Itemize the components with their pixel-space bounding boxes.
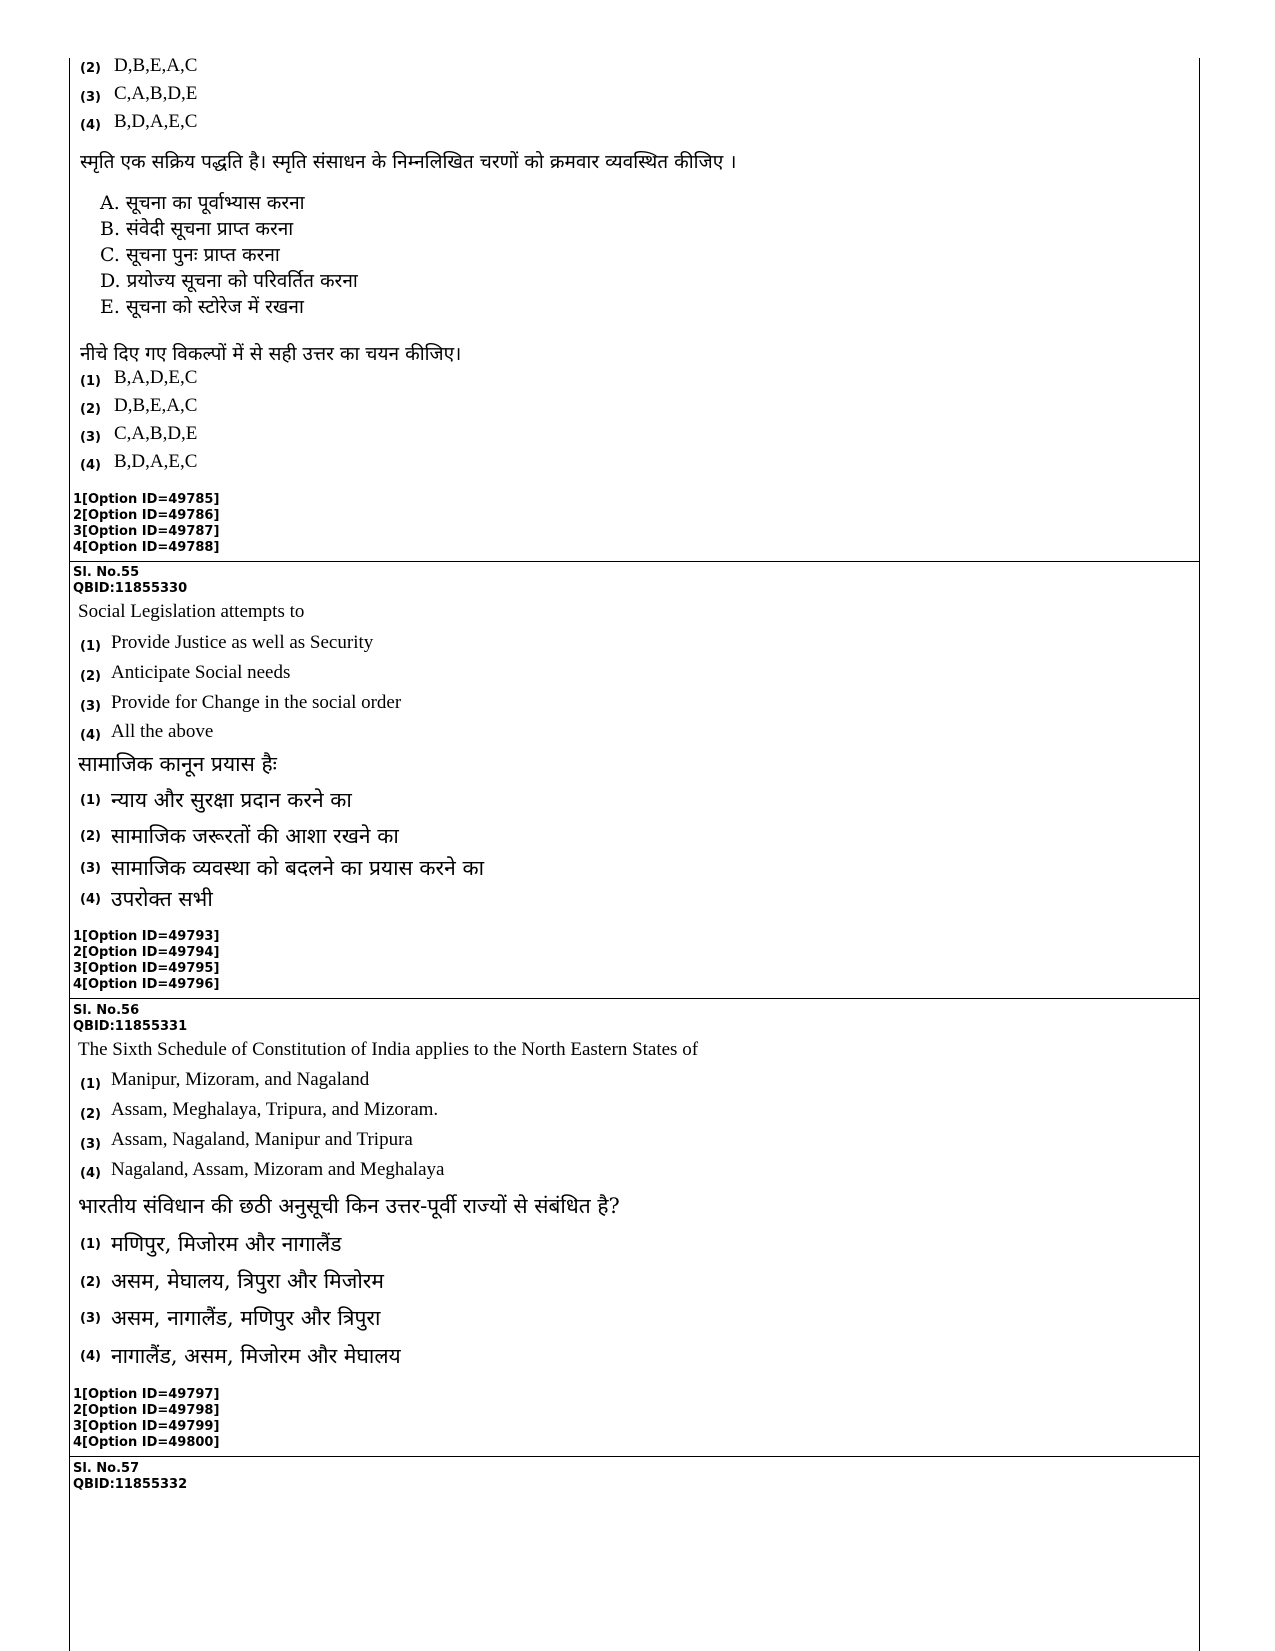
option-number: (2)	[80, 402, 101, 417]
option-number: (1)	[80, 374, 101, 389]
option-id: 2[Option ID=49786]	[73, 508, 220, 523]
option-text: Manipur, Mizoram, and Nagaland	[111, 1069, 370, 1090]
option-text: न्याय और सुरक्षा प्रदान करने का	[111, 788, 352, 812]
option-number: (4)	[80, 728, 101, 743]
option-number: (4)	[80, 118, 101, 133]
option-id: 4[Option ID=49796]	[73, 977, 220, 992]
option-number: (1)	[80, 793, 101, 808]
qbid: QBID:11855331	[73, 1019, 188, 1034]
statement-item: B. संवेदी सूचना प्राप्त करना	[100, 218, 294, 240]
statement-item: C. सूचना पुनः प्राप्त करना	[100, 244, 280, 266]
question-divider	[69, 1456, 1200, 1457]
option-text: D,B,E,A,C	[114, 55, 198, 76]
question-header	[73, 565, 187, 597]
option-id-list	[73, 1387, 219, 1451]
serial-number: Sl. No.57	[73, 1461, 140, 1476]
option-text: D,B,E,A,C	[114, 395, 198, 416]
option-id-list	[73, 929, 219, 993]
option-number: (3)	[80, 430, 101, 445]
option-id: 2[Option ID=49798]	[73, 1403, 220, 1418]
question-divider	[69, 561, 1200, 562]
hindi-instruction: नीचे दिए गए विकल्पों में से सही उत्तर का चयन कीजिए।	[80, 343, 462, 365]
option-id: 1[Option ID=49785]	[73, 492, 220, 507]
option-number: (2)	[80, 669, 101, 684]
hindi-question-text: भारतीय संविधान की छठी अनुसूची किन उत्तर-पूर्वी राज्यों से संबंधित है?	[78, 1194, 620, 1218]
option-text: Assam, Meghalaya, Tripura, and Mizoram.	[111, 1099, 439, 1120]
option-number: (1)	[80, 639, 101, 654]
option-text: Nagaland, Assam, Mizoram and Meghalaya	[111, 1159, 445, 1180]
option-text: C,A,B,D,E	[114, 83, 198, 104]
hindi-statement-list	[100, 190, 358, 320]
option-text: उपरोक्त सभी	[111, 887, 213, 911]
question-divider	[69, 998, 1200, 999]
question-header	[73, 1003, 187, 1035]
option-number: (2)	[80, 1275, 101, 1290]
hindi-question-text: स्मृति एक सक्रिय पद्धति है। स्मृति संसाधन के निम्नलिखित चरणों को क्रमवार व्यवस्थित कीजिए ।	[80, 151, 737, 173]
option-text: Anticipate Social needs	[111, 662, 291, 683]
option-id: 4[Option ID=49800]	[73, 1435, 220, 1450]
option-text: नागालैंड, असम, मिजोरम और मेघालय	[111, 1344, 401, 1368]
option-text: सामाजिक व्यवस्था को बदलने का प्रयास करने का	[111, 856, 485, 880]
option-number: (2)	[80, 61, 101, 76]
statement-item: D. प्रयोज्य सूचना को परिवर्तित करना	[100, 270, 358, 292]
qbid: QBID:11855332	[73, 1477, 188, 1492]
option-number: (1)	[80, 1237, 101, 1252]
option-text: असम, नागालैंड, मणिपुर और त्रिपुरा	[111, 1306, 381, 1330]
option-number: (2)	[80, 1107, 101, 1122]
option-number: (3)	[80, 90, 101, 105]
option-text: Provide Justice as well as Security	[111, 632, 374, 653]
option-number: (3)	[80, 1137, 101, 1152]
option-number: (4)	[80, 1349, 101, 1364]
option-text: B,D,A,E,C	[114, 111, 198, 132]
statement-item: A. सूचना का पूर्वाभ्यास करना	[100, 192, 305, 214]
option-number: (3)	[80, 699, 101, 714]
option-text: Provide for Change in the social order	[111, 692, 402, 713]
serial-number: Sl. No.56	[73, 1003, 140, 1018]
statement-item: E. सूचना को स्टोरेज में रखना	[100, 296, 304, 318]
option-text: C,A,B,D,E	[114, 423, 198, 444]
option-id: 3[Option ID=49795]	[73, 961, 220, 976]
option-id: 2[Option ID=49794]	[73, 945, 220, 960]
option-text: असम, मेघालय, त्रिपुरा और मिजोरम	[111, 1269, 384, 1293]
option-number: (4)	[80, 892, 101, 907]
option-text: All the above	[111, 721, 214, 742]
question-text: The Sixth Schedule of Constitution of India applies to the North Eastern States of	[78, 1039, 699, 1060]
option-text: Assam, Nagaland, Manipur and Tripura	[111, 1129, 413, 1150]
option-id: 3[Option ID=49799]	[73, 1419, 220, 1434]
option-id: 1[Option ID=49793]	[73, 929, 220, 944]
option-id-list	[73, 492, 219, 556]
option-number: (4)	[80, 458, 101, 473]
option-text: सामाजिक जरूरतों की आशा रखने का	[111, 824, 399, 848]
option-id: 3[Option ID=49787]	[73, 524, 220, 539]
serial-number: Sl. No.55	[73, 565, 140, 580]
option-number: (4)	[80, 1166, 101, 1181]
option-id: 1[Option ID=49797]	[73, 1387, 220, 1402]
option-text: मणिपुर, मिजोरम और नागालैंड	[111, 1232, 342, 1256]
option-number: (2)	[80, 829, 101, 844]
option-text: B,A,D,E,C	[114, 367, 198, 388]
qbid: QBID:11855330	[73, 581, 188, 596]
option-number: (1)	[80, 1077, 101, 1092]
option-id: 4[Option ID=49788]	[73, 540, 220, 555]
option-text: B,D,A,E,C	[114, 451, 198, 472]
option-number: (3)	[80, 861, 101, 876]
hindi-question-text: सामाजिक कानून प्रयास हैः	[78, 752, 277, 776]
question-header	[73, 1461, 187, 1493]
question-text: Social Legislation attempts to	[78, 601, 305, 622]
option-number: (3)	[80, 1311, 101, 1326]
